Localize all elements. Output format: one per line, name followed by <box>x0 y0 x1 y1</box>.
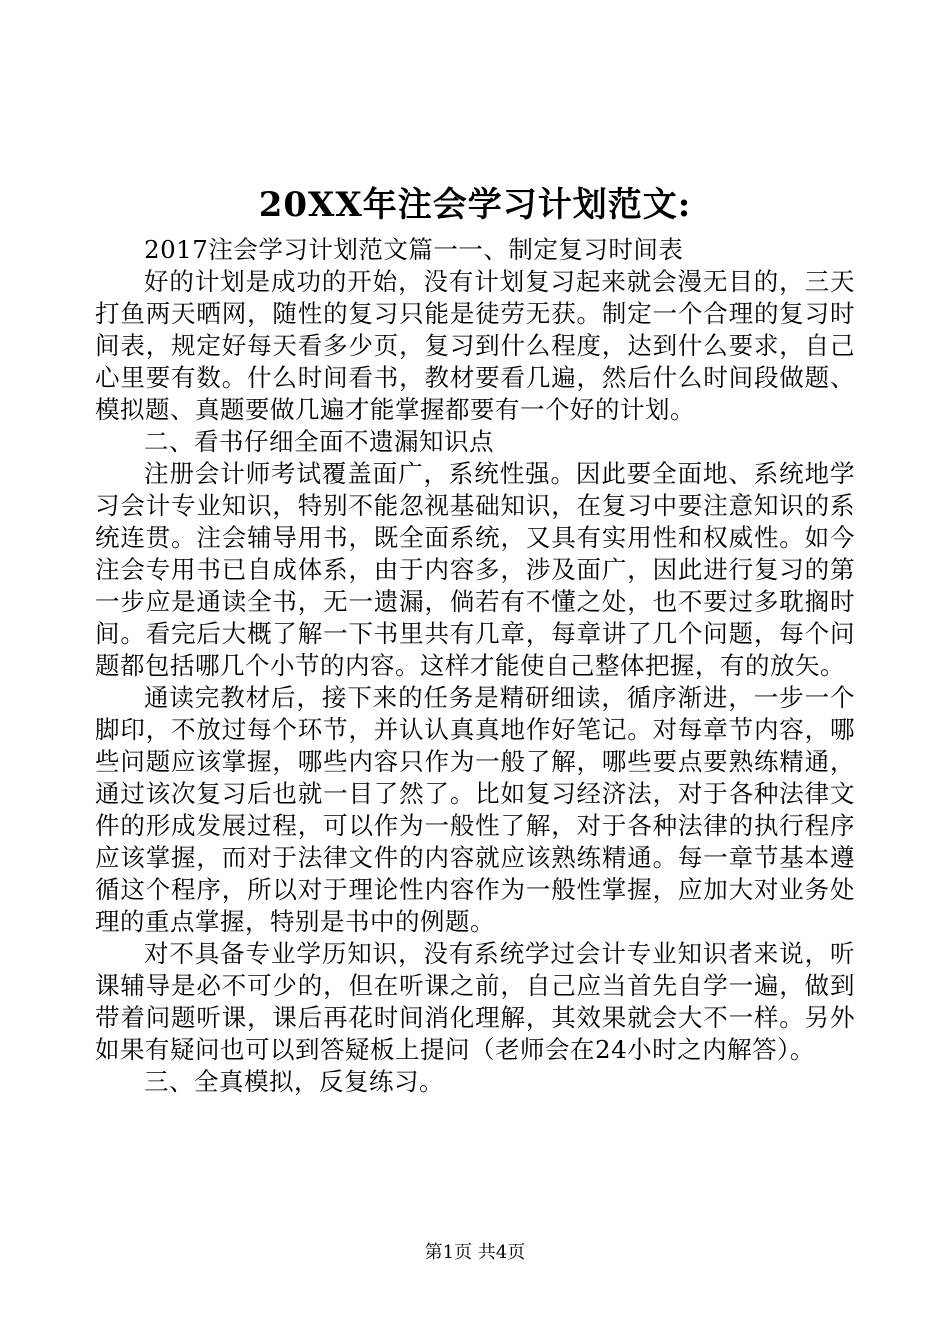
paragraph-heading-1: 2017注会学习计划范文篇一一、制定复习时间表 <box>144 235 684 264</box>
page-number-footer: 第1页 共4页 <box>424 1242 526 1263</box>
paragraph: 好的计划是成功的开始，没有计划复习起来就会漫无目的，三天打鱼两天晒网，随性的复习只能是徒劳无获。制定一个合理的复习时间表，规定好每天看多少页，复习到什么程度，达到什么要求，自己心里要有数。什么时间看书，教材要看几遍，然后什么时间段做题、模拟题、真题要做几遍才能掌握都要有一个好的计划。 <box>95 267 855 424</box>
paragraph: 通读完教材后，接下来的任务是精研细读，循序渐进，一步一个脚印，不放过每个环节，并认认真真地作好笔记。对每章节内容，哪些问题应该掌握，哪些内容只作为一般了解，哪些要点要熟练精通，通过该次复习后也就一目了然了。比如复习经济法，对于各种法律文件的形成发展过程，可以作为一般性了解，对于各种法律的执行程序应该掌握，而对于法律文件的内容就应该熟练精通。每一章节基本遵循这个程序，所以对于理论性内容作为一般性掌握，应加大对业务处理的重点掌握，特别是书中的例题。 <box>95 683 855 936</box>
document-title: 20XX年注会学习计划范文: <box>258 185 692 225</box>
paragraph: 注册会计师考试覆盖面广，系统性强。因此要全面地、系统地学习会计专业知识，特别不能忽视基础知识，在复习中要注意知识的系统连贯。注会辅导用书，既全面系统，又具有实用性和权威性。如今注会专用书已自成体系，由于内容多，涉及面广，因此进行复习的第一步应是通读全书，无一遗漏，倘若有不懂之处，也不要过多耽搁时间。看完后大概了解一下书里共有几章，每章讲了几个问题，每个问题都包括哪几个小节的内容。这样才能使自己整体把握，有的放矢。 <box>95 459 855 680</box>
paragraph-heading-2: 二、看书仔细全面不遗漏知识点 <box>144 427 494 456</box>
paragraph-heading-3: 三、全真模拟，反复练习。 <box>144 1067 444 1096</box>
document-body <box>95 234 855 1098</box>
paragraph: 对不具备专业学历知识，没有系统学过会计专业知识者来说，听课辅导是必不可少的，但在听课之前，自己应当首先自学一遍，做到带着问题听课，课后再花时间消化理解，其效果就会大不一样。另外如果有疑问也可以到答疑板上提问（老师会在24小时之内解答）。 <box>95 939 855 1064</box>
